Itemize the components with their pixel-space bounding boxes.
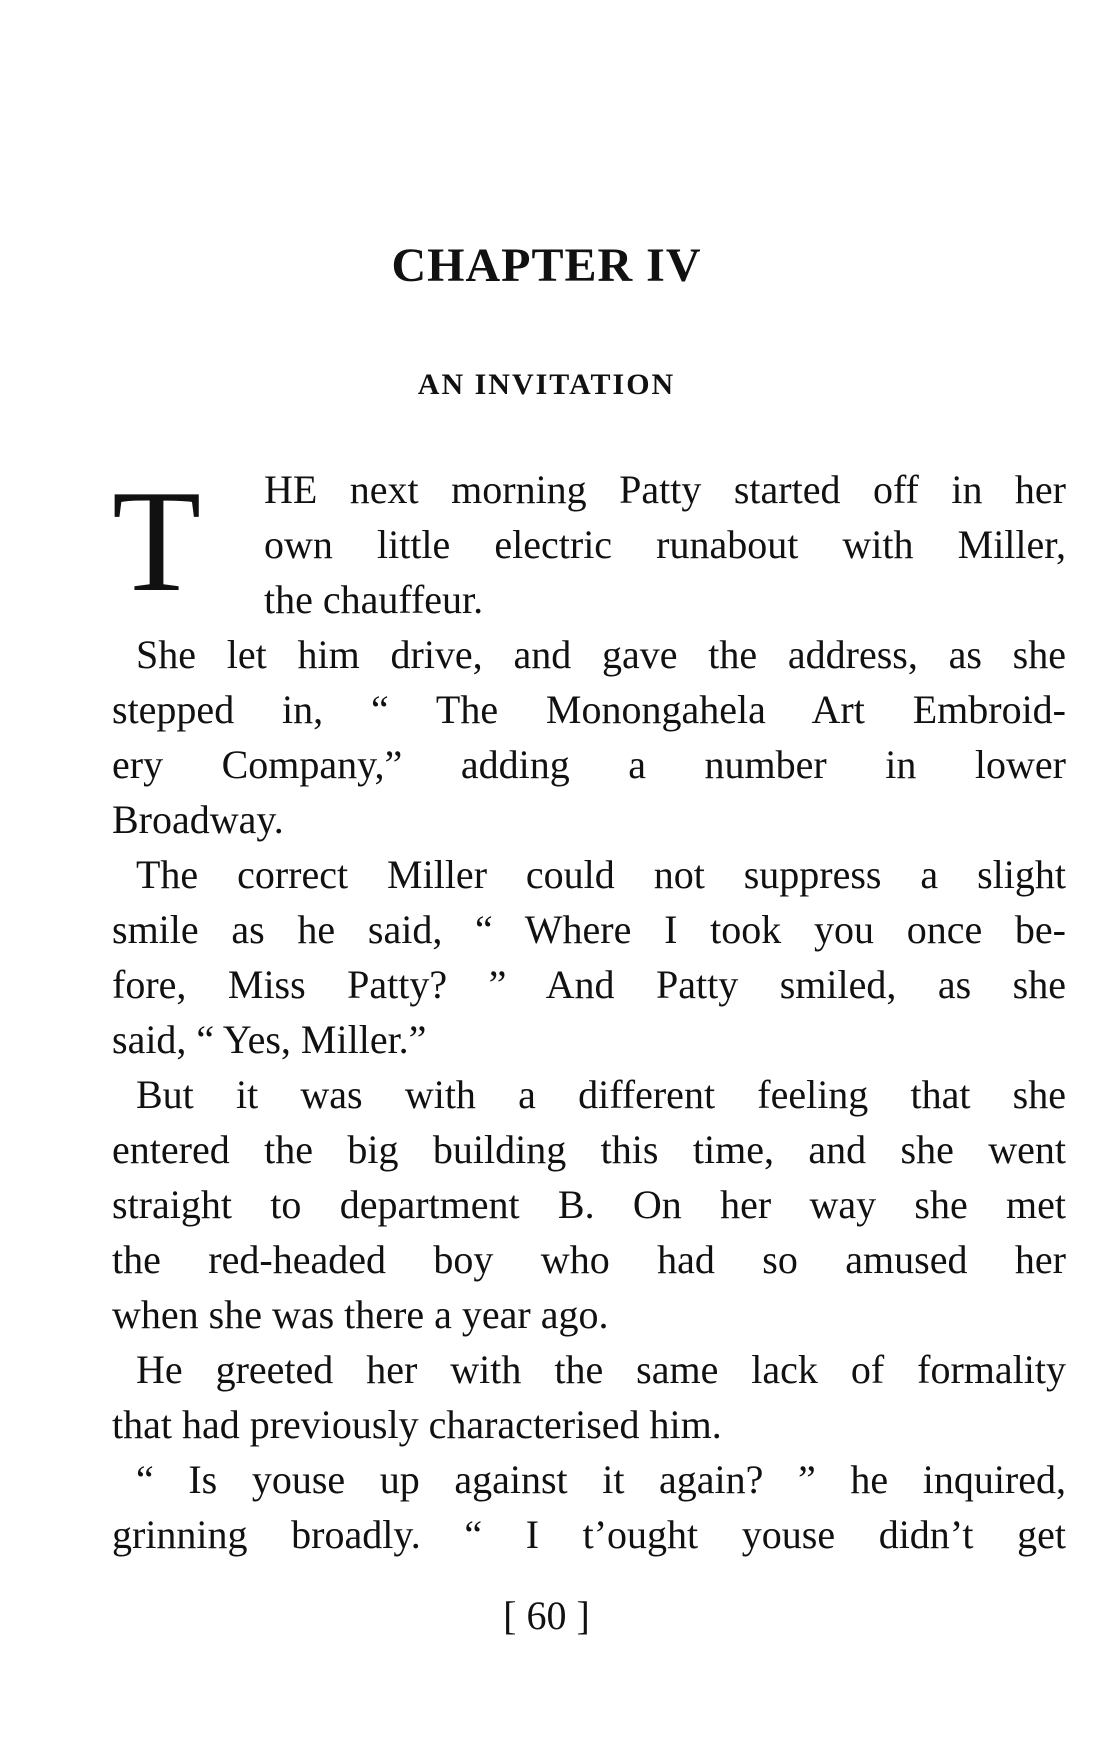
text-line: said, “ Yes, Miller.”	[112, 1017, 427, 1062]
text-line: “ Is youse up against it again? ” he inquired,	[136, 1457, 1066, 1502]
chapter-heading: CHAPTER IV	[391, 239, 702, 292]
text-line: But it was with a different feeling that she	[136, 1072, 1066, 1117]
body-text	[112, 462, 1066, 1562]
text-line: own little electric runabout with Miller,	[264, 522, 1066, 567]
text-line: She let him drive, and gave the address, as she	[136, 632, 1066, 677]
text-line: the red-headed boy who had so amused her	[112, 1237, 1066, 1282]
drop-cap: T	[112, 460, 202, 622]
text-line: when she was there a year ago.	[112, 1292, 609, 1337]
text-line: Broadway.	[112, 797, 284, 842]
text-line: that had previously characterised him.	[112, 1402, 722, 1447]
text-line: HE next morning Patty started off in her	[264, 467, 1066, 512]
page-number: [ 60 ]	[503, 1593, 590, 1638]
text-line: entered the big building this time, and she went	[112, 1127, 1066, 1172]
text-line: smile as he said, “ Where I took you once be-	[112, 907, 1066, 952]
text-line: stepped in, “ The Monongahela Art Embroid-	[112, 687, 1066, 732]
text-line: The correct Miller could not suppress a slight	[136, 852, 1066, 897]
text-line: fore, Miss Patty? ” And Patty smiled, as she	[112, 962, 1066, 1007]
text-line: He greeted her with the same lack of formality	[136, 1347, 1066, 1392]
text-line: grinning broadly. “ I t’ought youse didn’t get	[112, 1512, 1066, 1557]
text-line: straight to department B. On her way she met	[112, 1182, 1066, 1227]
text-line: ery Company,” adding a number in lower	[112, 742, 1066, 787]
chapter-subtitle: AN INVITATION	[417, 368, 676, 401]
text-line: the chauffeur.	[264, 577, 484, 622]
